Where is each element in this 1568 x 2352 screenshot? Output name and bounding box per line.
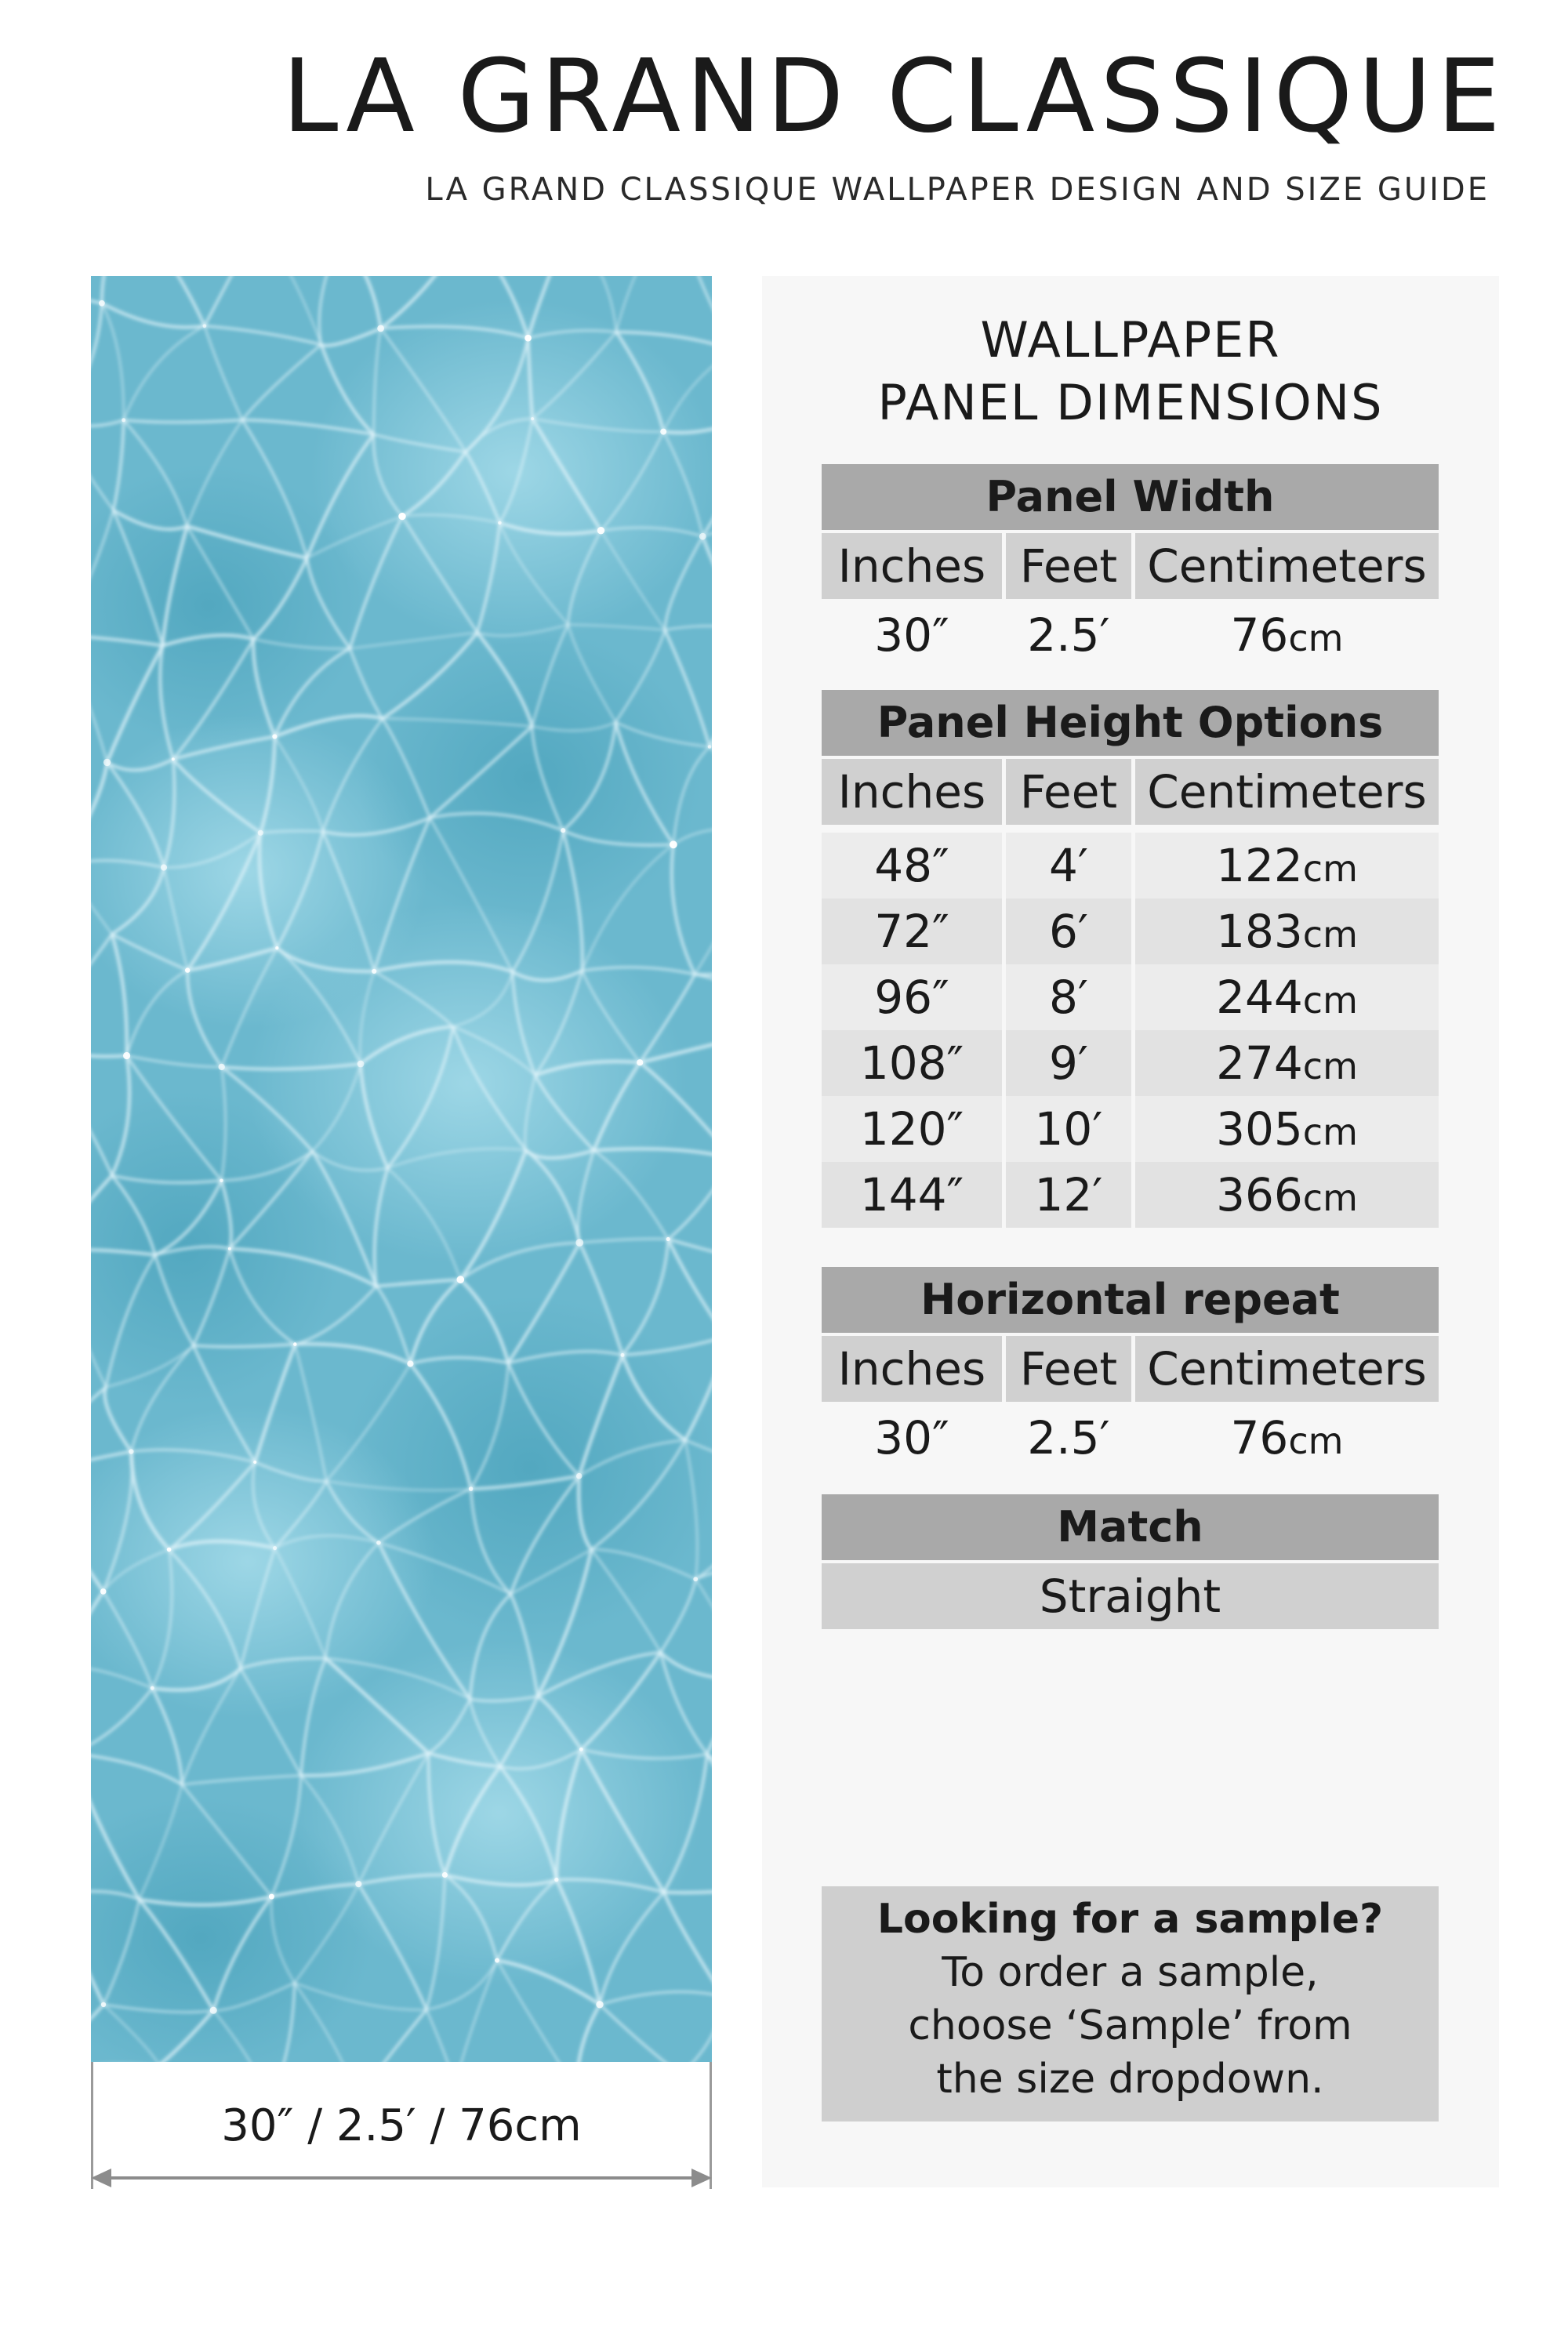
panel-height-header: Panel Height Options xyxy=(822,690,1439,756)
column-header-centimeters: Centimeters xyxy=(1135,533,1439,599)
height-inches: 108″ xyxy=(822,1030,1002,1096)
sparkle xyxy=(272,734,277,739)
sparkle xyxy=(273,1546,277,1550)
sparkle xyxy=(531,417,534,420)
panel-height-row xyxy=(822,964,1439,1030)
sparkle xyxy=(666,1237,670,1241)
sparkle xyxy=(376,1541,381,1545)
height-inches: 72″ xyxy=(822,898,1002,964)
sparkle xyxy=(210,2007,217,2014)
brand-title: LA GRAND CLASSIQUE xyxy=(282,38,1506,155)
sparkle xyxy=(597,527,604,534)
sparkle xyxy=(575,1239,583,1247)
height-feet: 10′ xyxy=(1006,1096,1131,1162)
panel-height-column-headers xyxy=(822,759,1439,825)
sparkle xyxy=(398,513,405,520)
height-inches: 96″ xyxy=(822,964,1002,1030)
sparkle xyxy=(524,335,532,342)
sparkle xyxy=(151,1686,154,1690)
height-inches: 120″ xyxy=(822,1096,1002,1162)
height-feet: 8′ xyxy=(1006,964,1131,1030)
panel-height-row xyxy=(822,898,1439,964)
dimension-arrow xyxy=(91,2162,712,2194)
column-header-inches: Inches xyxy=(822,759,1002,825)
height-inches: 48″ xyxy=(822,833,1002,898)
sparkle xyxy=(442,1872,448,1878)
sparkle xyxy=(579,1748,583,1751)
column-header-centimeters: Centimeters xyxy=(1135,759,1439,825)
panel-width-inches: 30″ xyxy=(874,608,949,662)
match-header: Match xyxy=(822,1494,1439,1560)
column-header-feet: Feet xyxy=(1006,533,1131,599)
sparkle xyxy=(637,1059,643,1065)
column-header-feet: Feet xyxy=(1006,759,1131,825)
panel-width-feet: 2.5′ xyxy=(1027,608,1110,662)
sparkle xyxy=(693,1577,698,1581)
panel-width-dimension-label: 30″ / 2.5′ / 76cm xyxy=(221,2100,582,2151)
column-header-feet: Feet xyxy=(1006,1336,1131,1402)
spec-title-line-2: PANEL DIMENSIONS xyxy=(877,374,1384,431)
sparkle xyxy=(103,759,111,766)
horizontal-repeat-row xyxy=(822,1405,1439,1471)
sparkle xyxy=(100,1588,107,1595)
column-header-inches: Inches xyxy=(822,1336,1002,1402)
spec-title-line-1: WALLPAPER xyxy=(980,311,1281,368)
sparkle xyxy=(358,1061,365,1068)
sample-text-line-1: To order a sample, xyxy=(942,1949,1319,1996)
sparkle xyxy=(372,969,376,974)
sparkle xyxy=(219,1064,225,1070)
sparkle xyxy=(203,324,207,328)
sparkle xyxy=(469,1486,474,1491)
sparkle xyxy=(377,325,384,332)
water-pattern xyxy=(91,276,712,2062)
sparkle xyxy=(122,418,125,422)
spec-title xyxy=(762,309,1499,434)
sparkle xyxy=(99,300,105,307)
wallpaper-preview-image xyxy=(91,276,712,2062)
horizontal-repeat-column-headers xyxy=(822,1336,1439,1402)
panel-height-row xyxy=(822,1030,1439,1096)
horizontal-repeat-header: Horizontal repeat xyxy=(822,1267,1439,1333)
sparkle xyxy=(172,757,175,760)
height-centimeters: 274cm xyxy=(1135,1030,1439,1096)
sparkle xyxy=(576,1473,583,1479)
height-feet: 6′ xyxy=(1006,898,1131,964)
repeat-centimeters: 76cm xyxy=(1230,1411,1344,1465)
sparkle xyxy=(407,1360,413,1367)
repeat-feet: 2.5′ xyxy=(1027,1411,1110,1465)
height-centimeters: 244cm xyxy=(1135,964,1439,1030)
panel-height-row xyxy=(822,1096,1439,1162)
panel-width-header: Panel Width xyxy=(822,464,1439,530)
sparkle xyxy=(220,1179,223,1183)
height-centimeters: 305cm xyxy=(1135,1096,1439,1162)
repeat-inches: 30″ xyxy=(874,1411,949,1465)
sparkle xyxy=(495,1958,499,1963)
panel-height-row xyxy=(822,833,1439,898)
panel-width-row xyxy=(822,602,1439,668)
height-feet: 12′ xyxy=(1006,1162,1131,1228)
sparkle xyxy=(275,946,278,949)
sparkle xyxy=(670,840,677,848)
sparkle xyxy=(708,745,712,749)
panel-height-row xyxy=(822,1162,1439,1228)
sparkle xyxy=(498,521,502,525)
sparkle xyxy=(660,429,666,435)
panel-dimensions-card xyxy=(762,276,1499,2187)
sparkle xyxy=(561,828,565,833)
sparkle xyxy=(269,1894,274,1900)
sparkle xyxy=(228,1247,231,1250)
height-feet: 4′ xyxy=(1006,833,1131,898)
sample-info-box xyxy=(822,1886,1439,2122)
panel-width-centimeters: 76cm xyxy=(1230,608,1344,662)
sparkle xyxy=(554,1878,558,1882)
height-feet: 9′ xyxy=(1006,1030,1131,1096)
panel-width-column-headers xyxy=(822,533,1439,599)
sparkle xyxy=(253,1461,256,1464)
brand-subtitle: LA GRAND CLASSIQUE WALLPAPER DESIGN AND SIZE GUIDE xyxy=(425,172,1490,208)
sparkle xyxy=(101,2002,106,2007)
height-centimeters: 366cm xyxy=(1135,1162,1439,1228)
sparkle xyxy=(457,1276,465,1283)
column-header-inches: Inches xyxy=(822,533,1002,599)
sparkle xyxy=(699,533,706,540)
sample-text-line-3: the size dropdown. xyxy=(936,2056,1324,2103)
sparkle xyxy=(123,1052,130,1059)
sparkle xyxy=(167,1548,172,1552)
sparkle xyxy=(355,1881,361,1887)
height-inches: 144″ xyxy=(822,1162,1002,1228)
sparkle xyxy=(129,1449,133,1454)
sparkle xyxy=(185,967,190,972)
column-header-centimeters: Centimeters xyxy=(1135,1336,1439,1402)
height-centimeters: 183cm xyxy=(1135,898,1439,964)
sample-title: Looking for a sample? xyxy=(877,1896,1384,1943)
sparkle xyxy=(293,1342,297,1346)
sample-text-line-2: choose ‘Sample’ from xyxy=(908,2002,1352,2049)
sparkle xyxy=(621,1353,625,1357)
sparkle xyxy=(596,2001,603,2008)
match-value: Straight xyxy=(822,1563,1439,1629)
sparkle xyxy=(258,830,263,836)
sparkle xyxy=(161,864,167,870)
height-centimeters: 122cm xyxy=(1135,833,1439,898)
